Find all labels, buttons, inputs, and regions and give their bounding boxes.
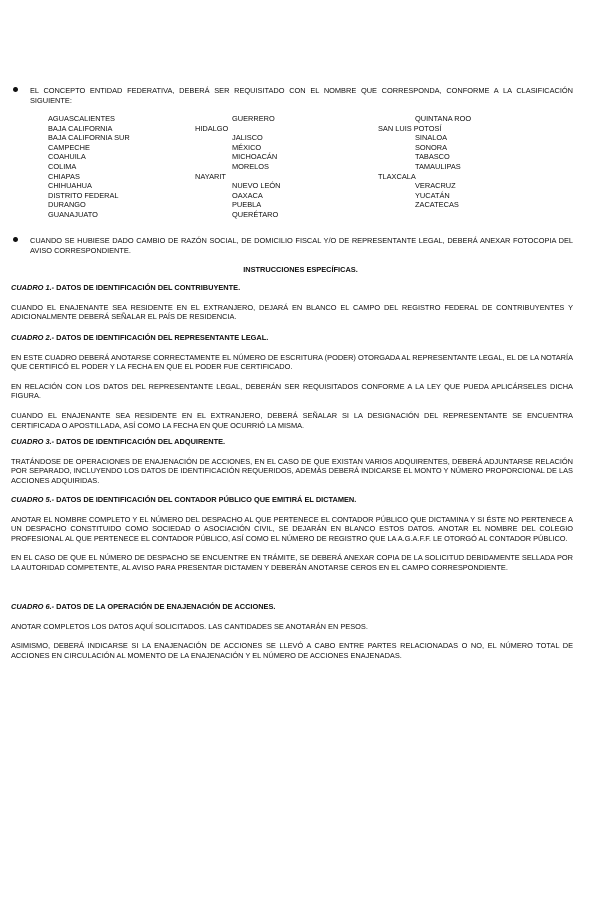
cuadro-label: CUADRO 3.- bbox=[11, 437, 55, 446]
state-item: QUINTANA ROO bbox=[415, 114, 472, 123]
state-item: MICHOACÁN bbox=[232, 152, 278, 162]
state-item: DISTRITO FEDERAL bbox=[48, 190, 119, 200]
state-item: HIDALGO bbox=[195, 123, 229, 133]
state-item: PUEBLA bbox=[232, 200, 262, 210]
state-item: CHIHUAHUA bbox=[48, 181, 92, 191]
section-cuadro-5 bbox=[11, 495, 573, 573]
section-cuadro-3 bbox=[11, 437, 573, 485]
state-item: NUEVO LEÓN bbox=[232, 181, 281, 191]
bullet-change-notice bbox=[30, 236, 573, 255]
state-item: SONORA bbox=[415, 142, 448, 152]
state-item: BAJA CALIFORNIA bbox=[48, 123, 113, 133]
section-cuadro-1 bbox=[11, 283, 573, 322]
section-paragraph: ANOTAR EL NOMBRE COMPLETO Y EL NÚMERO DEL DESPACHO AL QUE PERTENECE EL CONTADOR PÚBLICO QUE DICTAMINA Y SI ÉSTE NO PERTENECE A UN DESPACHO CONSTITUIDO COMO SOCIEDAD O ASOCIACIÓN CIVIL, SE DEJARÁN EN BLANCO ESTOS DATOS. ANOTAR EL NOMBRE DEL COLEGIO PROFESIONAL AL QUE PERTENECE EL CONTADOR PÚBLICO, ASÍ COMO EL NÚMERO DE REGISTRO QUE LA A.G.A.F.F. LE OTORGÓ AL CONTADOR PÚBLICO. bbox=[11, 514, 573, 543]
section-heading bbox=[11, 283, 573, 293]
section-paragraph: CUANDO EL ENAJENANTE SEA RESIDENTE EN EL EXTRANJERO, DEBERÁ SEÑALAR SI LA DESIGNACIÓN DEL REPRESENTANTE SE ENCUENTRA CERTIFICADA O APOSTILLADA, ASÍ COMO LA FECHA EN QUE OCURRIÓ LA MISMA. bbox=[11, 410, 573, 430]
state-item: YUCATÁN bbox=[415, 190, 450, 200]
state-item: COLIMA bbox=[48, 162, 77, 171]
state-item: BAJA CALIFORNIA SUR bbox=[48, 133, 130, 143]
section-title: DATOS DE IDENTIFICACIÓN DEL CONTADOR PÚBLICO QUE EMITIRÁ EL DICTAMEN. bbox=[54, 495, 357, 504]
specific-instructions-title: INSTRUCCIONES ESPECÍFICAS. bbox=[243, 265, 358, 274]
state-item: AGUASCALIENTES bbox=[48, 114, 115, 123]
state-item: GUANAJUATO bbox=[48, 210, 98, 219]
section-heading bbox=[11, 333, 573, 343]
state-item: SAN LUIS POTOSÍ bbox=[378, 123, 442, 133]
section-paragraph: EN ESTE CUADRO DEBERÁ ANOTARSE CORRECTAMENTE EL NÚMERO DE ESCRITURA (PODER) OTORGADA AL REPRESENTANTE LEGAL, EL DE LA NOTARÍA QUE CERTIFICÓ EL PODER Y LA FECHA EN QUE EL PODER FUE CERTIFICADO. bbox=[11, 352, 573, 372]
bullet-icon bbox=[13, 237, 18, 242]
state-item: COAHUILA bbox=[48, 152, 86, 162]
state-item: TAMAULIPAS bbox=[415, 162, 461, 171]
state-item: SINALOA bbox=[415, 133, 448, 143]
state-item: TABASCO bbox=[415, 152, 450, 162]
state-item: TLAXCALA bbox=[378, 171, 416, 181]
state-item: NAYARIT bbox=[195, 171, 226, 181]
section-heading bbox=[11, 495, 573, 505]
state-item: DURANGO bbox=[48, 200, 86, 210]
state-item: MÉXICO bbox=[232, 142, 262, 152]
state-item: CAMPECHE bbox=[48, 142, 90, 152]
state-item: VERACRUZ bbox=[415, 181, 456, 191]
section-title: DATOS DE IDENTIFICACIÓN DEL CONTRIBUYENTE. bbox=[54, 283, 241, 292]
cuadro-label: CUADRO 5.- bbox=[11, 495, 55, 504]
cuadro-label: CUADRO 2.- bbox=[11, 333, 55, 342]
section-heading bbox=[11, 602, 573, 612]
section-paragraph: EN RELACIÓN CON LOS DATOS DEL REPRESENTANTE LEGAL, DEBERÁN SER REQUISITADOS CONFORME A LA LEY QUE PUEDA APLICÁRSELES DICHA FIGURA. bbox=[11, 381, 573, 401]
bullet-text: EL CONCEPTO ENTIDAD FEDERATIVA, DEBERÁ SER REQUISITADO CON EL NOMBRE QUE CORRESPONDA, CONFORME A LA CLASIFICACIÓN SIGUIENTE: bbox=[30, 86, 573, 105]
bullet-text: CUANDO SE HUBIESE DADO CAMBIO DE RAZÓN SOCIAL, DE DOMICILIO FISCAL Y/O DE REPRESENTANTE LEGAL, DEBERÁ ANEXAR FOTOCOPIA DEL AVISO CORRESPONDIENTE. bbox=[30, 236, 573, 255]
state-item: GUERRERO bbox=[232, 114, 275, 123]
bullet-icon bbox=[13, 87, 18, 92]
section-cuadro-2 bbox=[11, 333, 573, 430]
section-paragraph: ASIMISMO, DEBERÁ INDICARSE SI LA ENAJENACIÓN DE ACCIONES SE LLEVÓ A CABO ENTRE PARTES RELACIONADAS O NO, EL NÚMERO TOTAL DE ACCIONES EN CIRCULACIÓN AL MOMENTO DE LA ENAJENACIÓN Y EL NÚMERO DE ACCIONES ENAJENADAS. bbox=[11, 641, 573, 660]
section-paragraph: TRATÁNDOSE DE OPERACIONES DE ENAJENACIÓN DE ACCIONES, EN EL CASO DE QUE EXISTAN VARIOS ADQUIRENTES, DEBERÁ ADJUNTARSE RELACIÓN POR SEPARADO, INCLUYENDO LOS DATOS DE IDENTIFICACIÓN REQUERIDOS, ADEMÁS DEBERÁ INDICARSE EL MONTO Y NÚMERO PROPORCIONAL DE LAS ACCIONES ADQUIRIDAS. bbox=[11, 456, 573, 485]
state-item: QUERÉTARO bbox=[232, 210, 279, 219]
section-paragraph: ANOTAR COMPLETOS LOS DATOS AQUÍ SOLICITADOS. LAS CANTIDADES SE ANOTARÁN EN PESOS. bbox=[11, 621, 368, 631]
state-item: CHIAPAS bbox=[48, 171, 80, 181]
state-item: MORELOS bbox=[232, 162, 269, 171]
section-paragraph: CUANDO EL ENAJENANTE SEA RESIDENTE EN EL EXTRANJERO, DEJARÁ EN BLANCO EL CAMPO DEL REGISTRO FEDERAL DE CONTRIBUYENTES Y ADICIONALMENTE DEBERÁ SEÑALAR EL PAÍS DE RESIDENCIA. bbox=[11, 302, 573, 322]
state-item: ZACATECAS bbox=[415, 200, 459, 210]
bullet-federal-entity bbox=[30, 86, 573, 105]
section-title: DATOS DE LA OPERACIÓN DE ENAJENACIÓN DE ACCIONES. bbox=[54, 602, 276, 611]
state-item: JALISCO bbox=[232, 133, 263, 143]
cuadro-label: CUADRO 1.- bbox=[11, 283, 55, 292]
section-heading bbox=[11, 437, 573, 447]
cuadro-label: CUADRO 6.- bbox=[11, 602, 55, 611]
section-cuadro-6 bbox=[11, 602, 573, 660]
section-paragraph: EN EL CASO DE QUE EL NÚMERO DE DESPACHO SE ENCUENTRE EN TRÁMITE, SE DEBERÁ ANEXAR COPIA DE LA SOLICITUD DEBIDAMENTE SELLADA POR LA AUTORIDAD COMPETENTE, AL AVISO PARA PRESENTAR DICTAMEN Y DEBERÁN ANOTARSE CEROS EN EL CAMPO CORRESPONDIENTE. bbox=[11, 553, 573, 572]
section-title: DATOS DE IDENTIFICACIÓN DEL REPRESENTANTE LEGAL. bbox=[54, 333, 269, 342]
section-title: DATOS DE IDENTIFICACIÓN DEL ADQUIRENTE. bbox=[54, 437, 226, 446]
state-item: OAXACA bbox=[232, 190, 263, 200]
